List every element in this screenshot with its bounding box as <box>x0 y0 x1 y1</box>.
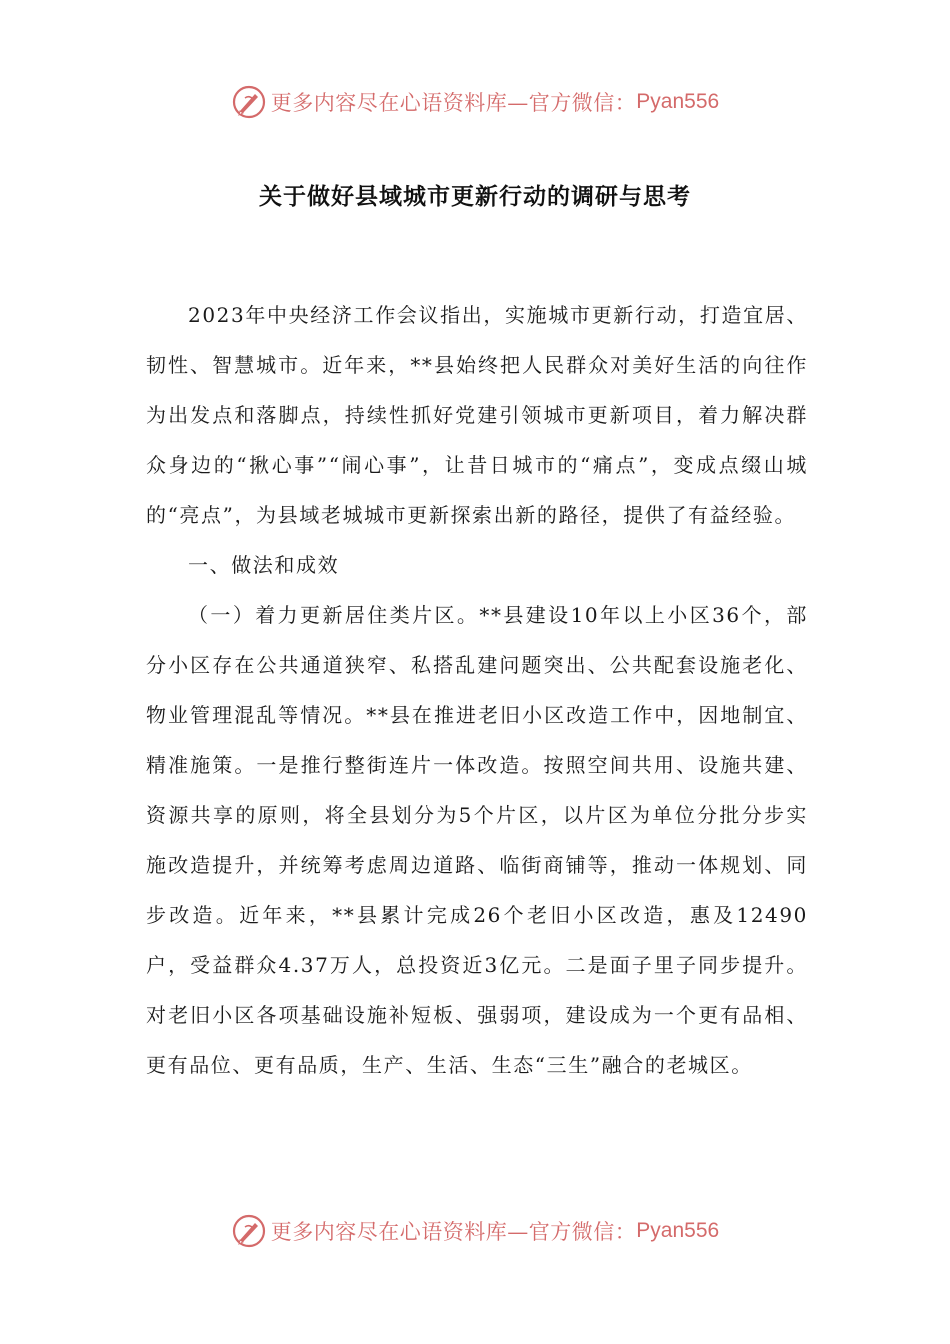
document-body <box>146 290 808 1090</box>
pen-logo-icon <box>231 84 267 120</box>
watermark-banner-bottom <box>0 1209 950 1253</box>
watermark-wechat-id: Pyan556 <box>636 1219 720 1242</box>
section-heading: 一、做法和成效 <box>188 553 340 577</box>
watermark-text: 更多内容尽在心语资料库—官方微信： <box>270 1220 637 1244</box>
paragraph: （一）着力更新居住类片区。**县建设10年以上小区36个，部分小区存在公共通道狭窄、私搭乱建问题突出、公共配套设施老化、物业管理混乱等情况。**县在推进老旧小区改造工作中，因地制宜、精准施策。一是推行整街连片一体改造。按照空间共用、设施共建、资源共享的原则，将全县划分为5个片区，以片区为单位分批分步实施改造提升，并统筹考虑周边道路、临街商铺等，推动一体规划、同步改造。近年来，**县累计完成26个老旧小区改造，惠及12490户，受益群众4.37万人，总投资近3亿元。二是面子里子同步提升。对老旧小区各项基础设施补短板、强弱项，建设成为一个更有品相、更有品位、更有品质，生产、生活、生态“三生”融合的老城区。 <box>146 603 808 1077</box>
pen-logo-icon <box>231 1213 267 1249</box>
document-title: 关于做好县域城市更新行动的调研与思考 <box>259 184 691 210</box>
watermark-banner-top <box>0 80 950 124</box>
paragraph: 2023年中央经济工作会议指出，实施城市更新行动，打造宜居、韧性、智慧城市。近年来，**县始终把人民群众对美好生活的向往作为出发点和落脚点，持续性抓好党建引领城市更新项目，着力解决群众身边的“揪心事”“闹心事”，让昔日城市的“痛点”，变成点缀山城的“亮点”，为县域老城城市更新探索出新的路径，提供了有益经验。 <box>146 303 808 527</box>
watermark-text: 更多内容尽在心语资料库—官方微信： <box>270 91 637 115</box>
watermark-wechat-id: Pyan556 <box>636 90 720 113</box>
